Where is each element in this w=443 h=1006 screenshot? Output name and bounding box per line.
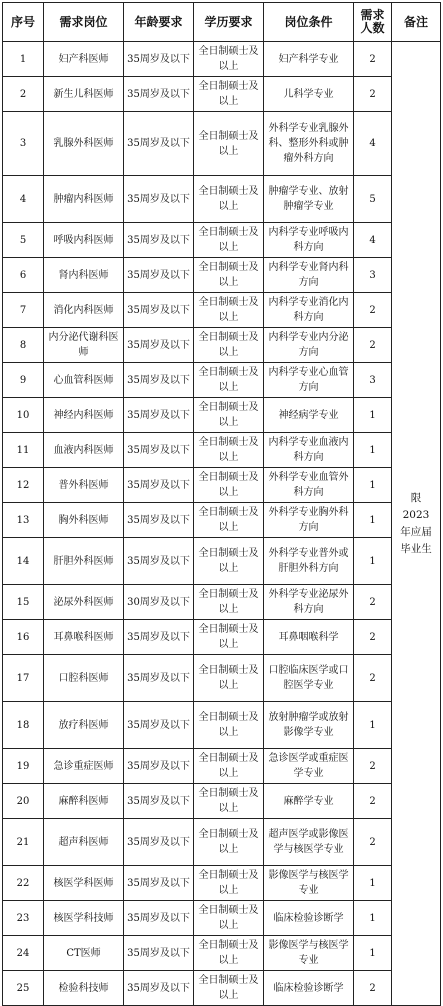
recruitment-table-container: [2, 2, 441, 1006]
row-conditions: 外科学专业泌尿外科方向: [264, 585, 354, 620]
header-conditions: 岗位条件: [264, 3, 354, 42]
table-row: [3, 398, 441, 433]
row-no: 13: [3, 503, 44, 538]
row-conditions: 影像医学与核医学专业: [264, 936, 354, 971]
row-education: 全日制硕士及以上: [194, 702, 264, 749]
row-conditions: 内科学专业消化内科方向: [264, 293, 354, 328]
row-conditions: 口腔临床医学或口腔医学专业: [264, 655, 354, 702]
row-no: 25: [3, 971, 44, 1006]
row-education: 全日制硕士及以上: [194, 971, 264, 1006]
table-row: [3, 749, 441, 784]
header-row: [3, 3, 441, 42]
row-count: 1: [354, 433, 392, 468]
row-count: 4: [354, 112, 392, 176]
row-conditions: 临床检验诊断学: [264, 901, 354, 936]
table-row: [3, 866, 441, 901]
row-post: 血液内科医师: [44, 433, 124, 468]
row-conditions: 放射肿瘤学或放射影像学专业: [264, 702, 354, 749]
row-no: 3: [3, 112, 44, 176]
row-education: 全日制硕士及以上: [194, 503, 264, 538]
table-row: [3, 363, 441, 398]
row-post: 急诊重症医师: [44, 749, 124, 784]
header-education: 学历要求: [194, 3, 264, 42]
row-age: 35周岁及以下: [124, 363, 194, 398]
row-conditions: 超声医学或影像医学与核医学专业: [264, 819, 354, 866]
row-count: 2: [354, 293, 392, 328]
row-age: 35周岁及以下: [124, 398, 194, 433]
row-age: 35周岁及以下: [124, 620, 194, 655]
row-no: 10: [3, 398, 44, 433]
row-post: 麻醉科医师: [44, 784, 124, 819]
table-row: [3, 293, 441, 328]
table-row: [3, 433, 441, 468]
row-post: 肝胆外科医师: [44, 538, 124, 585]
row-count: 4: [354, 223, 392, 258]
table-row: [3, 42, 441, 77]
row-conditions: 妇产科学专业: [264, 42, 354, 77]
row-education: 全日制硕士及以上: [194, 585, 264, 620]
row-no: 18: [3, 702, 44, 749]
row-no: 7: [3, 293, 44, 328]
row-age: 35周岁及以下: [124, 901, 194, 936]
table-row: [3, 655, 441, 702]
row-no: 12: [3, 468, 44, 503]
header-no: 序号: [3, 3, 44, 42]
table-row: [3, 503, 441, 538]
row-post: 心血管科医师: [44, 363, 124, 398]
row-education: 全日制硕士及以上: [194, 42, 264, 77]
row-count: 2: [354, 328, 392, 363]
row-no: 23: [3, 901, 44, 936]
row-age: 35周岁及以下: [124, 293, 194, 328]
note-cell: 限2023年应届毕业生: [392, 42, 441, 1006]
row-count: 1: [354, 538, 392, 585]
row-conditions: 外科学专业血管外科方向: [264, 468, 354, 503]
row-education: 全日制硕士及以上: [194, 468, 264, 503]
row-count: 2: [354, 971, 392, 1006]
row-conditions: 内科学专业血液内科方向: [264, 433, 354, 468]
row-count: 2: [354, 749, 392, 784]
row-count: 1: [354, 702, 392, 749]
row-no: 20: [3, 784, 44, 819]
row-education: 全日制硕士及以上: [194, 866, 264, 901]
row-no: 24: [3, 936, 44, 971]
row-conditions: 内科学专业心血管方向: [264, 363, 354, 398]
row-count: 1: [354, 398, 392, 433]
row-conditions: 急诊医学或重症医学专业: [264, 749, 354, 784]
row-post: 新生儿科医师: [44, 77, 124, 112]
row-age: 35周岁及以下: [124, 328, 194, 363]
row-age: 35周岁及以下: [124, 468, 194, 503]
table-row: [3, 223, 441, 258]
row-post: 超声科医师: [44, 819, 124, 866]
row-education: 全日制硕士及以上: [194, 258, 264, 293]
row-education: 全日制硕士及以上: [194, 936, 264, 971]
row-age: 35周岁及以下: [124, 971, 194, 1006]
header-post: 需求岗位: [44, 3, 124, 42]
row-education: 全日制硕士及以上: [194, 819, 264, 866]
row-age: 35周岁及以下: [124, 784, 194, 819]
row-education: 全日制硕士及以上: [194, 901, 264, 936]
row-count: 1: [354, 503, 392, 538]
row-no: 6: [3, 258, 44, 293]
row-post: 内分泌代谢科医师: [44, 328, 124, 363]
row-age: 35周岁及以下: [124, 112, 194, 176]
row-age: 35周岁及以下: [124, 538, 194, 585]
row-age: 30周岁及以下: [124, 585, 194, 620]
row-no: 22: [3, 866, 44, 901]
row-education: 全日制硕士及以上: [194, 398, 264, 433]
row-conditions: 神经病学专业: [264, 398, 354, 433]
row-education: 全日制硕士及以上: [194, 538, 264, 585]
row-conditions: 影像医学与核医学专业: [264, 866, 354, 901]
row-conditions: 内科学专业肾内科方向: [264, 258, 354, 293]
row-education: 全日制硕士及以上: [194, 363, 264, 398]
table-row: [3, 819, 441, 866]
row-age: 35周岁及以下: [124, 749, 194, 784]
row-conditions: 肿瘤学专业、放射肿瘤学专业: [264, 176, 354, 223]
row-age: 35周岁及以下: [124, 866, 194, 901]
row-conditions: 耳鼻咽喉科学: [264, 620, 354, 655]
row-conditions: 临床检验诊断学: [264, 971, 354, 1006]
table-row: [3, 468, 441, 503]
header-age: 年龄要求: [124, 3, 194, 42]
row-education: 全日制硕士及以上: [194, 112, 264, 176]
row-conditions: 儿科学专业: [264, 77, 354, 112]
row-count: 2: [354, 620, 392, 655]
row-post: 口腔科医师: [44, 655, 124, 702]
row-age: 35周岁及以下: [124, 176, 194, 223]
row-education: 全日制硕士及以上: [194, 655, 264, 702]
row-no: 21: [3, 819, 44, 866]
table-row: [3, 77, 441, 112]
table-row: [3, 258, 441, 293]
row-no: 14: [3, 538, 44, 585]
row-post: 肿瘤内科医师: [44, 176, 124, 223]
row-conditions: 内科学专业内分泌方向: [264, 328, 354, 363]
row-education: 全日制硕士及以上: [194, 328, 264, 363]
row-post: CT医师: [44, 936, 124, 971]
row-age: 35周岁及以下: [124, 258, 194, 293]
header-note: 备注: [392, 3, 441, 42]
table-row: [3, 784, 441, 819]
row-age: 35周岁及以下: [124, 702, 194, 749]
row-education: 全日制硕士及以上: [194, 749, 264, 784]
row-no: 11: [3, 433, 44, 468]
row-conditions: 内科学专业呼吸内科方向: [264, 223, 354, 258]
table-row: [3, 176, 441, 223]
row-post: 核医学科医师: [44, 866, 124, 901]
row-conditions: 外科学专业普外或肝胆外科方向: [264, 538, 354, 585]
table-row: [3, 585, 441, 620]
row-age: 35周岁及以下: [124, 42, 194, 77]
row-post: 消化内科医师: [44, 293, 124, 328]
row-no: 2: [3, 77, 44, 112]
row-count: 1: [354, 936, 392, 971]
row-education: 全日制硕士及以上: [194, 77, 264, 112]
row-post: 神经内科医师: [44, 398, 124, 433]
row-no: 5: [3, 223, 44, 258]
table-row: [3, 971, 441, 1006]
row-age: 35周岁及以下: [124, 655, 194, 702]
row-post: 肾内科医师: [44, 258, 124, 293]
row-count: 3: [354, 363, 392, 398]
row-education: 全日制硕士及以上: [194, 293, 264, 328]
row-conditions: 外科学专业乳腺外科、整形外科或肿瘤外科方向: [264, 112, 354, 176]
row-no: 16: [3, 620, 44, 655]
table-row: [3, 328, 441, 363]
row-no: 15: [3, 585, 44, 620]
row-post: 呼吸内科医师: [44, 223, 124, 258]
row-education: 全日制硕士及以上: [194, 784, 264, 819]
row-no: 19: [3, 749, 44, 784]
row-no: 17: [3, 655, 44, 702]
row-age: 35周岁及以下: [124, 223, 194, 258]
table-row: [3, 702, 441, 749]
row-education: 全日制硕士及以上: [194, 223, 264, 258]
row-count: 1: [354, 468, 392, 503]
table-row: [3, 620, 441, 655]
row-post: 检验科技师: [44, 971, 124, 1006]
row-count: 2: [354, 77, 392, 112]
row-age: 35周岁及以下: [124, 77, 194, 112]
row-education: 全日制硕士及以上: [194, 176, 264, 223]
row-count: 2: [354, 655, 392, 702]
row-age: 35周岁及以下: [124, 936, 194, 971]
row-count: 5: [354, 176, 392, 223]
row-post: 妇产科医师: [44, 42, 124, 77]
row-count: 2: [354, 585, 392, 620]
table-row: [3, 936, 441, 971]
row-post: 乳腺外科医师: [44, 112, 124, 176]
row-age: 35周岁及以下: [124, 433, 194, 468]
row-count: 1: [354, 901, 392, 936]
row-post: 胸外科医师: [44, 503, 124, 538]
table-row: [3, 112, 441, 176]
row-post: 普外科医师: [44, 468, 124, 503]
row-count: 2: [354, 784, 392, 819]
row-no: 8: [3, 328, 44, 363]
row-no: 4: [3, 176, 44, 223]
header-count: 需求人数: [354, 3, 392, 42]
row-no: 1: [3, 42, 44, 77]
table-row: [3, 901, 441, 936]
row-count: 3: [354, 258, 392, 293]
row-no: 9: [3, 363, 44, 398]
row-post: 放疗科医师: [44, 702, 124, 749]
row-post: 耳鼻喉科医师: [44, 620, 124, 655]
row-education: 全日制硕士及以上: [194, 433, 264, 468]
row-age: 35周岁及以下: [124, 503, 194, 538]
row-conditions: 外科学专业胸外科方向: [264, 503, 354, 538]
row-count: 2: [354, 42, 392, 77]
row-post: 泌尿外科医师: [44, 585, 124, 620]
row-count: 1: [354, 866, 392, 901]
row-education: 全日制硕士及以上: [194, 620, 264, 655]
row-count: 2: [354, 819, 392, 866]
row-conditions: 麻醉学专业: [264, 784, 354, 819]
recruitment-table: [2, 2, 441, 1006]
table-row: [3, 538, 441, 585]
row-post: 核医学科技师: [44, 901, 124, 936]
row-age: 35周岁及以下: [124, 819, 194, 866]
